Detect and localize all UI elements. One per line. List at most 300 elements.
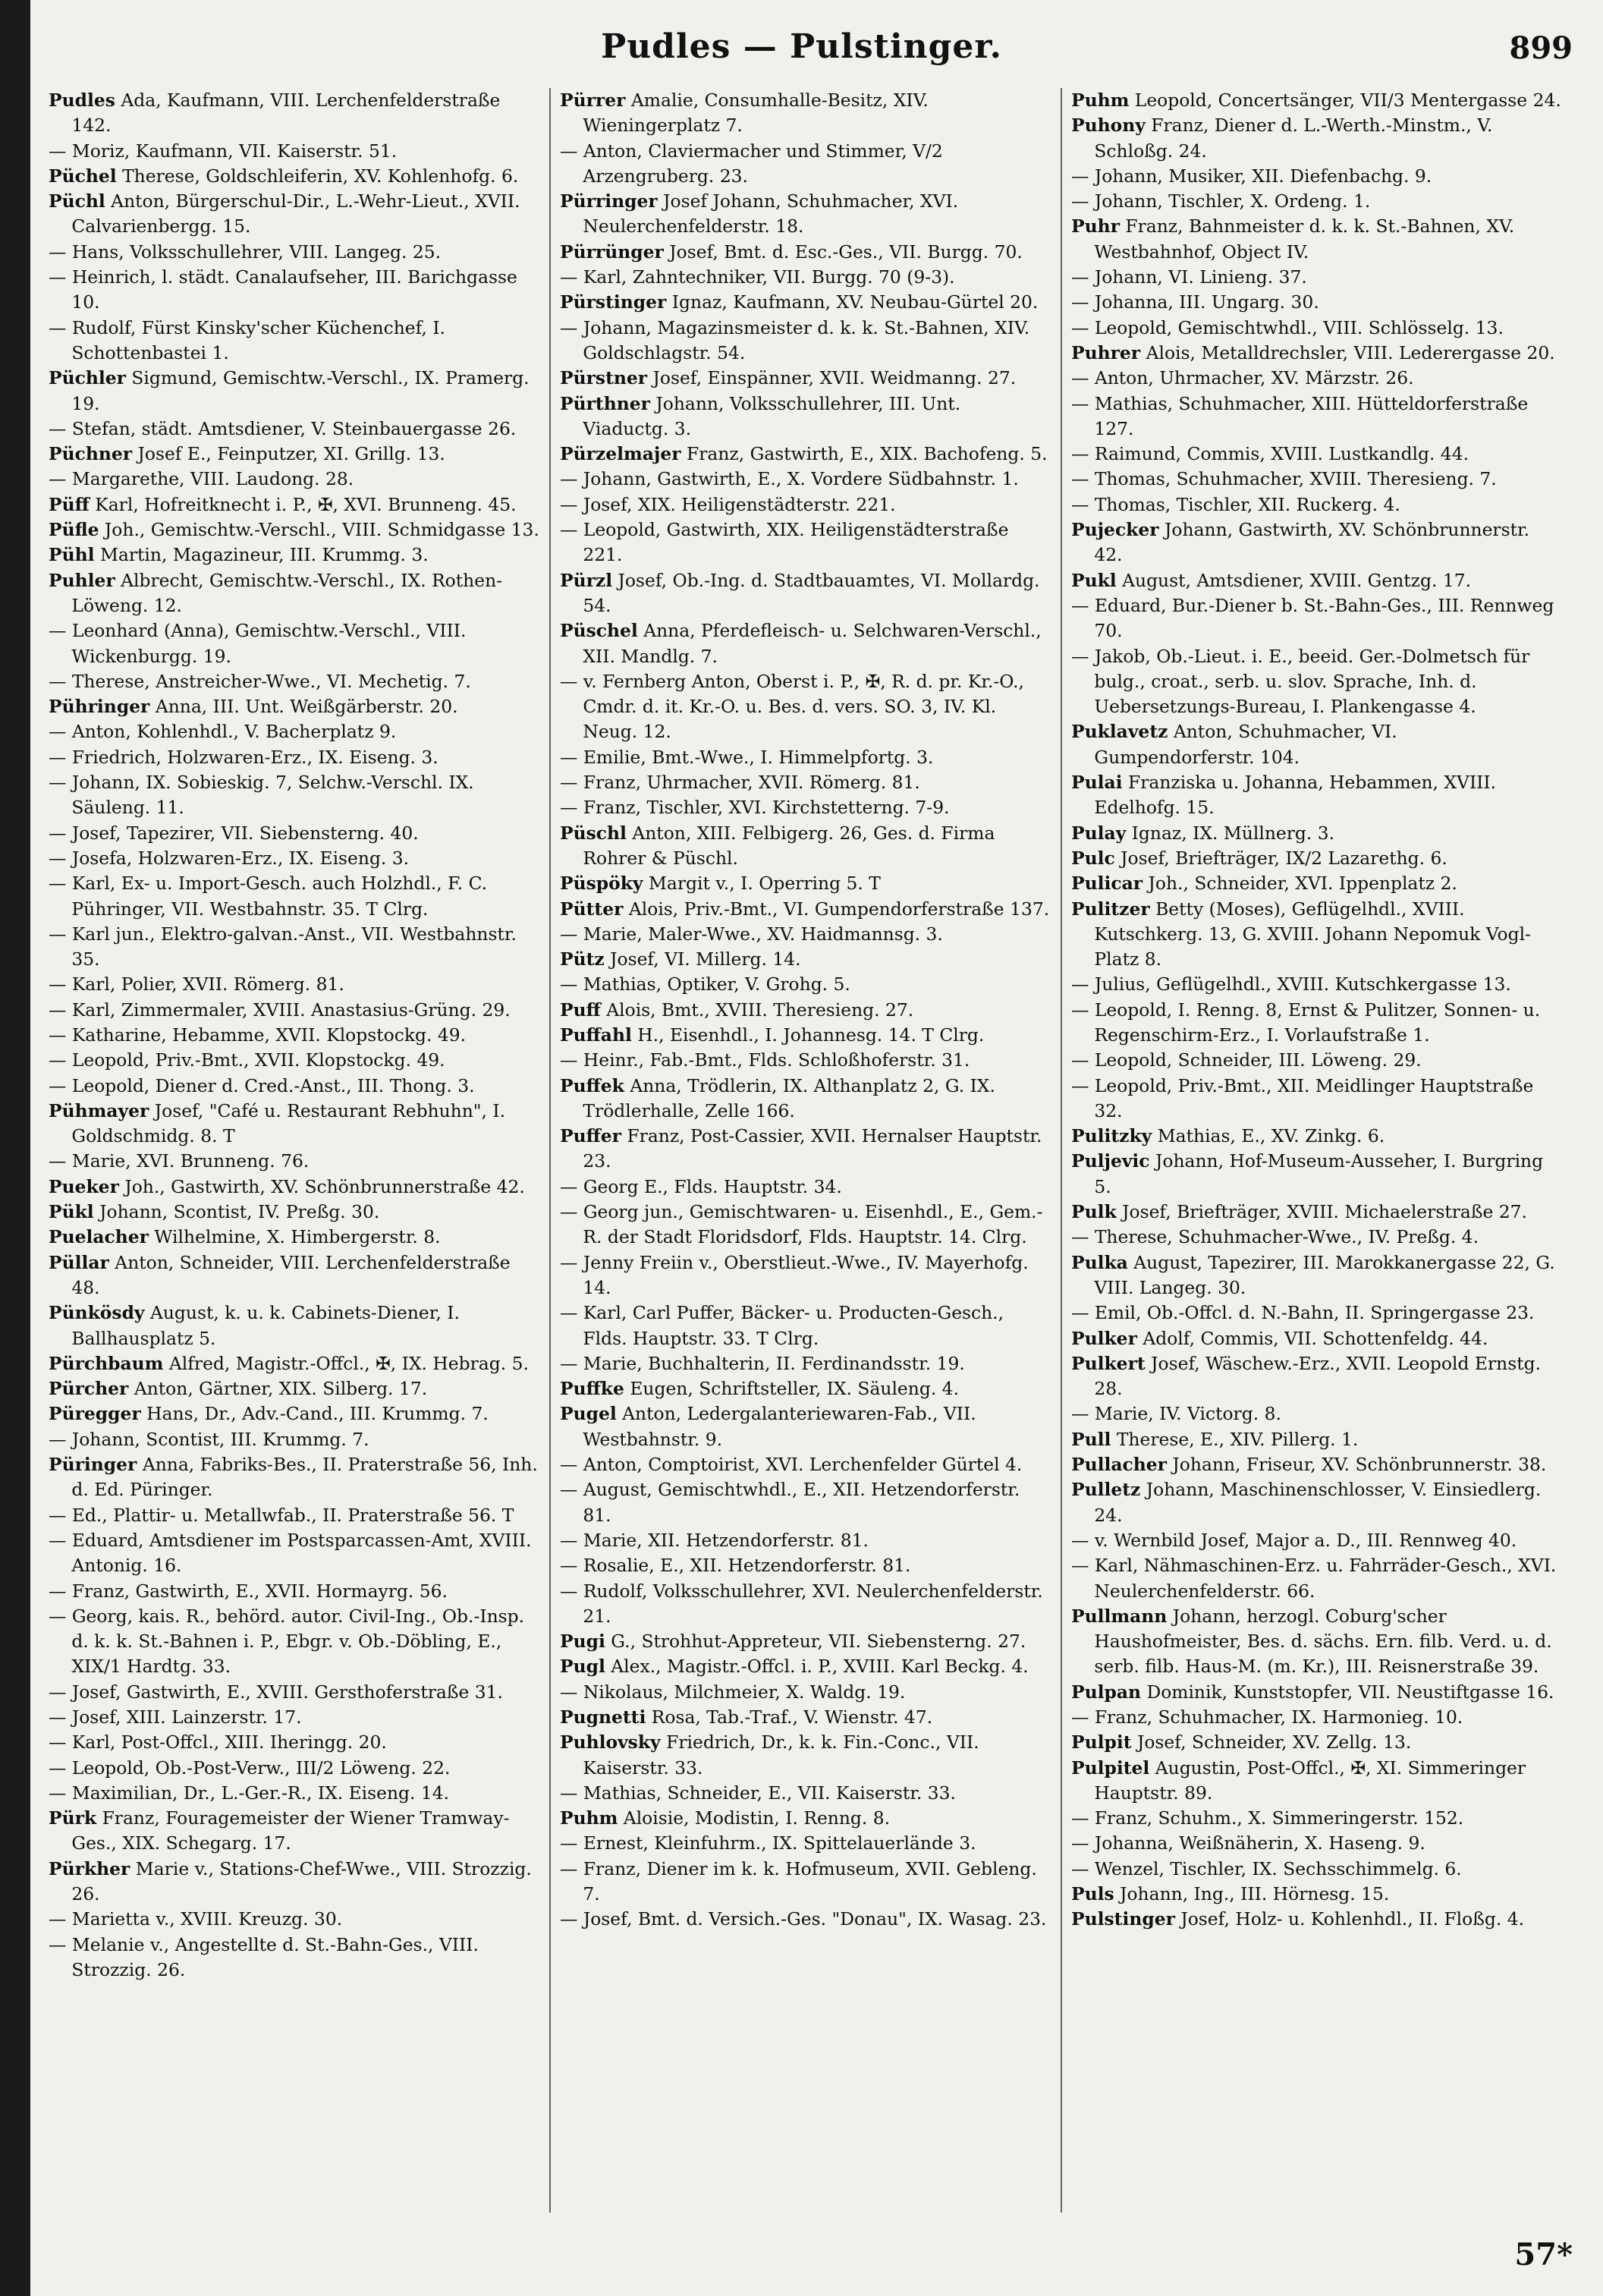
directory-entry [560,316,1051,366]
directory-entry [49,618,540,669]
entry-details: Joh., Gemischtw.-Verschl., VIII. Schmidgasse 13. [104,519,539,541]
directory-entry [49,467,540,492]
directory-entry [49,139,540,164]
entry-details: Wilhelmine, X. Himbergerstr. 8. [154,1226,441,1248]
entry-surname: Pulletz [1071,1479,1141,1501]
directory-entry [1071,113,1563,164]
entry-details: Alfred, Magistr.-Offcl., ✠, IX. Hebrag. 5. [168,1352,529,1374]
entry-details: — Leopold, Priv.-Bmt., XVII. Klopstockg. 49. [49,1049,445,1071]
running-head: Pudles — Pulstinger. [601,27,1002,66]
entry-details: — Therese, Anstreicher-Wwe., VI. Mechetig. 7. [49,670,471,692]
entry-surname: Pulka [1071,1251,1128,1273]
entry-details: — Karl jun., Elektro-galvan.-Anst., VII. Westbahnstr. 35. [49,923,517,970]
entry-surname: Pulkert [1071,1352,1146,1374]
entry-surname: Pulpitel [1071,1757,1150,1779]
entry-details: — Franz, Uhrmacher, XVII. Römerg. 81. [560,772,920,794]
directory-entry [1071,341,1563,366]
directory-entry [560,1857,1051,1908]
entry-details: August, k. u. k. Cabinets-Diener, I. Ballhausplatz 5. [71,1302,460,1349]
directory-entry [49,1427,540,1452]
entry-details: Anna, Fabriks-Bes., II. Praterstraße 56, Inh. d. Ed. Püringer. [71,1454,538,1501]
directory-entry [1071,1149,1563,1200]
entry-details: — Karl, Ex- u. Import-Gesch. auch Holzhdl., F. C. Pühringer, VII. Westbahnstr. 35. T Clrg. [49,873,488,920]
directory-entry [49,922,540,973]
entry-surname: Pulpan [1071,1681,1141,1703]
directory-entry [49,1857,540,1908]
directory-entry [560,947,1051,972]
directory-entry [560,1477,1051,1528]
entry-surname: Pünkösdy [49,1302,145,1324]
directory-entry [49,543,540,568]
entry-surname: Püregger [49,1403,141,1425]
entry-surname: Pueker [49,1175,119,1197]
entry-surname: Pulitzer [1071,898,1150,920]
entry-details: Alois, Priv.-Bmt., VI. Gumpendorferstraße 137. [628,898,1050,920]
directory-entry [560,618,1051,669]
directory-entry [560,1175,1051,1200]
column-right [1062,88,1572,2213]
entry-details: — Leonhard (Anna), Gemischtw.-Verschl., VIII. Wickenburgg. 19. [49,620,467,667]
entry-details: — Johann, Magazinsmeister d. k. k. St.-Bahnen, XIV. Goldschlagstr. 54. [560,316,1030,363]
directory-entry [560,492,1051,517]
directory-entry [1071,1477,1563,1528]
entry-details: Franziska u. Johanna, Hebammen, XVIII. Edelhofg. 15. [1094,772,1497,819]
entry-details: — Anton, Claviermacher und Stimmer, V/2 Arzengruberg. 23. [560,140,943,187]
entry-details: — Franz, Schuhmacher, IX. Harmonieg. 10. [1071,1706,1463,1728]
entry-details: — Raimund, Commis, XVIII. Lustkandlg. 44. [1071,443,1469,465]
entry-details: Betty (Moses), Geflügelhdl., XVIII. Kutschkerg. 13, G. XVIII. Johann Nepomuk Vogl-Platz 8. [1094,898,1531,970]
entry-surname: Pulpit [1071,1731,1132,1753]
entry-details: Anton, Schuhmacher, VI. Gumpendorferstr. 104. [1094,721,1397,768]
entry-surname: Pürzelmajer [560,443,681,465]
entry-details: — Josefa, Holzwaren-Erz., IX. Eiseng. 3. [49,847,410,869]
entry-details: — Nikolaus, Milchmeier, X. Waldg. 19. [560,1681,906,1703]
directory-entry [1071,1756,1563,1807]
directory-entry [1071,1680,1563,1705]
entry-surname: Pulstinger [1071,1908,1175,1930]
directory-entry [1071,1705,1563,1730]
directory-entry [1071,1301,1563,1326]
directory-entry [49,745,540,770]
entry-details: — Hans, Volksschullehrer, VIII. Langeg. 25. [49,241,442,263]
entry-surname: Pulk [1071,1201,1117,1223]
entry-details: — Jenny Freiin v., Oberstlieut.-Wwe., IV. Mayerhofg. 14. [560,1251,1029,1298]
entry-details: — Thomas, Tischler, XII. Ruckerg. 4. [1071,493,1400,515]
entry-details: — Melanie v., Angestellte d. St.-Bahn-Ges., VIII. Strozzig. 26. [49,1933,479,1980]
entry-details: Joh., Schneider, XVI. Ippenplatz 2. [1148,873,1457,895]
entry-details: Anton, XIII. Felbigerg. 26, Ges. d. Firma Rohrer & Püschl. [583,822,995,869]
entry-details: — Karl, Post-Offcl., XIII. Iheringg. 20. [49,1731,387,1753]
directory-entry [560,189,1051,240]
entry-surname: Püff [49,493,90,515]
entry-details: Johann, Maschinenschlosser, V. Einsiedlerg. 24. [1094,1479,1542,1526]
directory-entry [49,316,540,366]
entry-details: — Johann, Gastwirth, E., X. Vordere Südbahnstr. 1. [560,468,1019,490]
entry-details: — Leopold, Ob.-Post-Verw., III/2 Löweng. 22. [49,1757,451,1779]
entry-details: — Marie, IV. Victorg. 8. [1071,1403,1281,1425]
entry-surname: Pukl [1071,569,1117,591]
entry-surname: Pugnetti [560,1706,646,1728]
entry-details: — Mathias, Optiker, V. Grohg. 5. [560,973,850,995]
entry-details: Martin, Magazineur, III. Krummg. 3. [99,544,429,566]
directory-entry [560,1200,1051,1250]
entry-details: Josef, Ob.-Ing. d. Stadtbauamtes, VI. Mollardg. 54. [583,569,1040,616]
entry-details: — Heinrich, l. städt. Canalaufseher, III. Barichgasse 10. [49,266,517,313]
directory-entry [560,1629,1051,1654]
directory-entry [560,1781,1051,1806]
directory-entry [1071,392,1563,442]
directory-entry [560,669,1051,745]
entry-surname: Pulc [1071,847,1115,869]
entry-surname: Pullacher [1071,1454,1167,1476]
directory-entry [49,1074,540,1099]
directory-entry [1071,897,1563,973]
entry-surname: Püchner [49,443,133,465]
directory-entry [1071,1048,1563,1073]
entry-surname: Pugl [560,1656,605,1678]
entry-details: Anna, III. Unt. Weißgärberstr. 20. [155,696,458,718]
entry-surname: Pürthner [560,392,650,414]
entry-surname: Puhony [1071,115,1146,137]
directory-entry [1071,214,1563,265]
directory-entry [1071,644,1563,720]
directory-entry [49,1806,540,1857]
directory-entry [560,1401,1051,1452]
directory-entry [560,1579,1051,1630]
directory-entry [49,669,540,694]
entry-details: Johann, Volksschullehrer, III. Unt. Viaductg. 3. [583,392,961,439]
directory-entry [560,290,1051,315]
entry-details: Marie v., Stations-Chef-Wwe., VIII. Strozzig. 26. [71,1857,532,1905]
entry-details: — Maximilian, Dr., L.-Ger.-R., IX. Eiseng. 14. [49,1782,450,1804]
entry-details: — August, Gemischtwhdl., E., XII. Hetzendorferstr. 81. [560,1479,1020,1526]
directory-entry [560,1680,1051,1705]
entry-details: Johann, Hof-Museum-Ausseher, I. Burgring 5. [1094,1150,1544,1197]
entry-surname: Pühmayer [49,1099,149,1121]
entry-details: — Moriz, Kaufmann, VII. Kaiserstr. 51. [49,140,398,162]
directory-entry [49,1907,540,1932]
directory-entry [1071,1074,1563,1124]
entry-surname: Püchel [49,165,117,187]
entry-details: — Leopold, Priv.-Bmt., XII. Meidlinger Hauptstraße 32. [1071,1074,1534,1121]
entry-details: Josef, Wäschew.-Erz., XVII. Leopold Ernstg. 28. [1094,1352,1542,1400]
entry-details: — Margarethe, VIII. Laudong. 28. [49,468,354,490]
directory-entry [560,1907,1051,1932]
entry-details: — Johann, IX. Sobieskig. 7, Selchw.-Verschl. IX. Säuleng. 11. [49,772,474,819]
entry-surname: Pürringer [560,190,658,212]
directory-entry [49,240,540,265]
scan-edge [0,0,30,2296]
directory-entry [1071,1831,1563,1856]
entry-surname: Püchler [49,367,126,389]
directory-entry [49,694,540,719]
directory-entry [49,1730,540,1755]
entry-surname: Püschel [560,620,638,642]
directory-entry [560,1452,1051,1477]
entry-surname: Pürrünger [560,241,664,263]
entry-details: — Karl, Zimmermaler, XVIII. Anastasius-Grüng. 29. [49,999,511,1021]
entry-surname: Pürstner [560,367,648,389]
directory-entry [1071,1857,1563,1882]
directory-entry [49,821,540,846]
column-left [39,88,551,2213]
entry-details: — v. Fernberg Anton, Oberst i. P., ✠, R. d. pr. Kr.-O., Cmdr. d. it. Kr.-O. u. Bes. d. vers. SO. 3, IV. Kl. Neug. 12. [560,670,1024,743]
directory-entry [560,88,1051,139]
directory-entry [1071,164,1563,189]
directory-entry [1071,998,1563,1049]
directory-entry [49,1528,540,1579]
entry-surname: Pugi [560,1631,605,1653]
entry-details: Friedrich, Dr., k. k. Fin.-Conc., VII. Kaiserstr. 33. [583,1731,979,1779]
directory-entry [1071,442,1563,467]
entry-details: — Emil, Ob.-Offcl. d. N.-Bahn, II. Springergasse 23. [1071,1302,1535,1324]
entry-surname: Pütter [560,898,624,920]
entry-surname: Puhm [560,1807,618,1829]
entry-details: Augustin, Post-Offcl., ✠, XI. Simmeringer Hauptstr. 89. [1094,1757,1526,1804]
entry-details: Josef, Schneider, XV. Zellg. 13. [1136,1731,1412,1753]
entry-details: — Anton, Comptoirist, XVI. Lerchenfelder Gürtel 4. [560,1454,1023,1476]
directory-entry [49,972,540,997]
entry-details: August, Tapezirer, III. Marokkanergasse 22, G. VIII. Langeg. 30. [1094,1251,1555,1298]
directory-entry [1071,1604,1563,1680]
directory-entry [560,821,1051,872]
entry-details: Franz, Diener d. L.-Werth.-Minstm., V. Schloßg. 24. [1094,115,1493,162]
entry-details: — Georg jun., Gemischtwaren- u. Eisenhdl., E., Gem.-R. der Stadt Floridsdorf, Flds. Hauptstr. 14. Clrg. [560,1201,1043,1248]
directory-entry [1071,492,1563,517]
directory-entry [1071,972,1563,997]
entry-details: Alois, Bmt., XVIII. Theresieng. 27. [606,999,914,1021]
entry-surname: Puelacher [49,1226,149,1248]
entry-surname: Pudles [49,90,115,111]
directory-entry [560,972,1051,997]
entry-details: — Josef, Tapezirer, VII. Siebensterng. 40. [49,822,419,844]
entry-surname: Pütz [560,948,605,970]
entry-surname: Puff [560,999,601,1021]
entry-details: Karl, Hofreitknecht i. P., ✠, XVI. Brunneng. 45. [95,493,517,515]
entry-details: — Johanna, III. Ungarg. 30. [1071,291,1319,313]
entry-details: — Mathias, Schneider, E., VII. Kaiserstr. 33. [560,1782,956,1804]
directory-entry [49,1301,540,1351]
entry-surname: Pükl [49,1201,94,1223]
directory-entry [560,1730,1051,1781]
directory-entry [49,1579,540,1604]
entry-details: Franz, Fouragemeister der Wiener Tramway-Ges., XIX. Schegarg. 17. [71,1807,510,1854]
directory-entry [560,1831,1051,1856]
entry-details: — Marie, Buchhalterin, II. Ferdinandsstr. 19. [560,1352,965,1374]
printer-signature: 57* [1514,2237,1573,2272]
directory-entry [49,1250,540,1301]
entry-details: Josef E., Feinputzer, XI. Grillg. 13. [137,443,445,465]
entry-surname: Pullmann [1071,1605,1168,1627]
directory-entry [1071,1907,1563,1932]
entry-details: — Franz, Tischler, XVI. Kirchstetterng. 7-9. [560,797,950,819]
entry-details: Franz, Bahnmeister d. k. k. St.-Bahnen, XV. Westbahnhof, Object IV. [1094,215,1515,263]
entry-details: Josef Johann, Schuhmacher, XVI. Neulerchenfelderstr. 18. [583,190,959,237]
entry-details: Josef, Bmt. d. Esc.-Ges., VII. Burgg. 70. [669,241,1023,263]
directory-entry [1071,1401,1563,1426]
entry-details: Alex., Magistr.-Offcl. i. P., XVIII. Karl Beckg. 4. [611,1656,1029,1678]
entry-details: H., Eisenhdl., I. Johannesg. 14. T Clrg. [637,1024,985,1046]
entry-details: Sigmund, Gemischtw.-Verschl., IX. Pramerg. 19. [71,367,530,414]
directory-entry [560,897,1051,922]
directory-entry [1071,846,1563,871]
entry-details: — Anton, Uhrmacher, XV. Märzstr. 26. [1071,367,1414,389]
directory-entry [1071,593,1563,644]
directory-entry [49,719,540,744]
entry-details: — Leopold, Diener d. Cred.-Anst., III. Thong. 3. [49,1074,475,1096]
directory-entry [49,1756,540,1781]
entry-details: Anton, Bürgerschul-Dir., L.-Wehr-Lieut., XVII. Calvarienbergg. 15. [71,190,520,237]
entry-details: Anton, Gärtner, XIX. Silberg. 17. [134,1378,428,1400]
directory-entry [1071,871,1563,896]
entry-details: Josef, Briefträger, IX/2 Lazarethg. 6. [1121,847,1447,869]
entry-surname: Pürk [49,1807,97,1829]
entry-surname: Pürrer [560,90,626,111]
entry-surname: Pühringer [49,696,150,718]
directory-entry [560,265,1051,290]
directory-entry [560,392,1051,442]
entry-details: — v. Wernbild Josef, Major a. D., III. Rennweg 40. [1071,1529,1517,1551]
directory-entry [49,1452,540,1503]
entry-details: Therese, E., XIV. Pillerg. 1. [1116,1428,1359,1450]
entry-surname: Pühl [49,544,95,566]
directory-entry [1071,290,1563,315]
entry-details: — Josef, XIX. Heiligenstädterstr. 221. [560,493,896,515]
entry-surname: Puffer [560,1125,621,1147]
entry-surname: Puffahl [560,1024,632,1046]
directory-entry [1071,821,1563,846]
entry-details: — Rudolf, Volksschullehrer, XVI. Neulerchenfelderstr. 21. [560,1580,1043,1627]
entry-details: Johann, herzogl. Coburg'scher Haushofmeister, Bes. d. sächs. Ern. filb. Verd. u. d. serb. filb. Haus-M. (m. Kr.), III. Reisnerstraße 39. [1094,1605,1552,1678]
directory-entry [560,240,1051,265]
entry-details: Anna, Pferdefleisch- u. Selchwaren-Verschl., XII. Mandlg. 7. [583,620,1042,667]
directory-entry [560,1806,1051,1831]
entry-details: — Eduard, Bur.-Diener b. St.-Bahn-Ges., III. Rennweg 70. [1071,594,1554,642]
entry-details: — Rudolf, Fürst Kinsky'scher Küchenchef, I. Schottenbastei 1. [49,316,445,363]
entry-details: Josef, Einspänner, XVII. Weidmanng. 27. [652,367,1017,389]
entry-details: — Karl, Nähmaschinen-Erz. u. Fahrräder-Gesch., XVI. Neulerchenfelderstr. 66. [1071,1555,1557,1602]
entry-surname: Pürstinger [560,291,667,313]
entry-details: — Leopold, Gastwirth, XIX. Heiligenstädterstraße 221. [560,519,1009,566]
directory-entry [560,1654,1051,1679]
entry-details: Anton, Ledergalanteriewaren-Fab., VII. Westbahnstr. 9. [583,1403,976,1450]
directory-entry [1071,88,1563,113]
directory-entry [560,1553,1051,1578]
entry-details: — Johann, Scontist, III. Krummg. 7. [49,1428,369,1450]
entry-details: — Georg E., Flds. Hauptstr. 34. [560,1175,842,1197]
directory-entry [560,1023,1051,1048]
entry-details: — Josef, XIII. Lainzerstr. 17. [49,1706,302,1728]
directory-entry [560,770,1051,795]
entry-surname: Pulker [1071,1327,1137,1349]
directory-entry [1071,1730,1563,1755]
directory-entry [560,1124,1051,1175]
entry-details: Johann, Gastwirth, XV. Schönbrunnerstr. 42. [1094,519,1530,566]
directory-entry [49,265,540,316]
directory-entry [1071,1250,1563,1301]
entry-details: — Emilie, Bmt.-Wwe., I. Himmelpfortg. 3. [560,746,934,768]
directory-entry [49,1933,540,1983]
directory-entry [1071,1528,1563,1553]
entry-details: — Josef, Bmt. d. Versich.-Ges. "Donau", IX. Wasag. 23. [560,1908,1047,1930]
entry-details: — Thomas, Schuhmacher, XVIII. Theresieng. 7. [1071,468,1497,490]
entry-details: — Leopold, I. Renng. 8, Ernst & Pulitzer, Sonnen- u. Regenschirm-Erz., I. Vorlaufstraße 1. [1071,999,1541,1046]
directory-entry [1071,1326,1563,1351]
entry-details: — Marie, XII. Hetzendorferstr. 81. [560,1529,869,1551]
directory-entry [49,871,540,922]
entry-details: — Leopold, Gemischtwhdl., VIII. Schlösselg. 13. [1071,316,1504,338]
directory-entry [560,442,1051,467]
directory-entry [49,417,540,442]
entry-details: Mathias, E., XV. Zinkg. 6. [1157,1125,1385,1147]
directory-entry [560,1048,1051,1073]
directory-entry [1071,366,1563,391]
directory-entry [49,568,540,619]
directory-entry [560,139,1051,190]
directory-entry [49,1705,540,1730]
entry-details: Eugen, Schriftsteller, IX. Säuleng. 4. [630,1378,960,1400]
entry-details: Albrecht, Gemischtw.-Verschl., IX. Rothen-Löweng. 12. [71,569,503,616]
directory-entry [560,467,1051,492]
entry-details: — Ed., Plattir- u. Metallwfab., II. Praterstraße 56. T [49,1504,514,1526]
entry-details: — Karl, Carl Puffer, Bäcker- u. Producten-Gesch., Flds. Hauptstr. 33. T Clrg. [560,1302,1004,1349]
entry-details: Josef, "Café u. Restaurant Rebhuhn", I. Goldschmidg. 8. T [71,1099,506,1147]
entry-details: Adolf, Commis, VII. Schottenfeldg. 44. [1143,1327,1488,1349]
entry-surname: Puffke [560,1378,624,1400]
entry-details: Josef, Briefträger, XVIII. Michaelerstraße 27. [1122,1201,1527,1223]
entry-details: Josef, Holz- u. Kohlenhdl., II. Floßg. 4. [1180,1908,1525,1930]
entry-details: Therese, Goldschleiferin, XV. Kohlenhofg. 6. [122,165,519,187]
entry-details: — Eduard, Amtsdiener im Postsparcassen-Amt, XVIII. Antonig. 16. [49,1529,532,1577]
entry-surname: Püllar [49,1251,109,1273]
directory-entry [49,366,540,417]
entry-details: — Karl, Polier, XVII. Römerg. 81. [49,973,344,995]
directory-entry [49,1023,540,1048]
directory-entry [1071,1351,1563,1402]
entry-details: Johann, Friseur, XV. Schönbrunnerstr. 38. [1172,1454,1547,1476]
directory-entry [49,1376,540,1401]
entry-surname: Puhm [1071,90,1130,111]
directory-entry [560,568,1051,619]
entry-surname: Pulai [1071,772,1123,794]
column-middle [551,88,1062,2213]
entry-details: — Franz, Schuhm., X. Simmeringerstr. 152. [1071,1807,1464,1829]
entry-details: Franz, Gastwirth, E., XIX. Bachofeng. 5. [686,443,1048,465]
directory-entry [49,1099,540,1150]
entry-surname: Puhrer [1071,341,1141,363]
directory-entry [1071,1452,1563,1477]
entry-details: — Wenzel, Tischler, IX. Sechsschimmelg. 6. [1071,1857,1462,1879]
entry-details: Johann, Scontist, IV. Preßg. 30. [99,1201,380,1223]
entry-details: Ada, Kaufmann, VIII. Lerchenfelderstraße 142. [71,90,501,137]
directory-entry [1071,189,1563,214]
directory-entry [1071,1882,1563,1907]
entry-details: — Marie, XVI. Brunneng. 76. [49,1150,310,1172]
entry-details: G., Strohhut-Appreteur, VII. Siebensterng. 27. [611,1631,1026,1653]
entry-surname: Püschl [560,822,627,844]
entry-details: Amalie, Consumhalle-Besitz, XIV. Wieningerplatz 7. [583,90,929,137]
entry-details: — Rosalie, E., XII. Hetzendorferstr. 81. [560,1555,911,1577]
directory-entry [560,1250,1051,1301]
directory-entry [49,1225,540,1250]
directory-entry [560,922,1051,947]
directory-entry [1071,517,1563,568]
entry-details: Franz, Post-Cassier, XVII. Hernalser Hauptstr. 23. [583,1125,1042,1172]
directory-entry [1071,568,1563,593]
entry-details: — Anton, Kohlenhdl., V. Bacherplatz 9. [49,721,397,743]
directory-entry [560,1528,1051,1553]
entry-surname: Pulicar [1071,873,1143,895]
